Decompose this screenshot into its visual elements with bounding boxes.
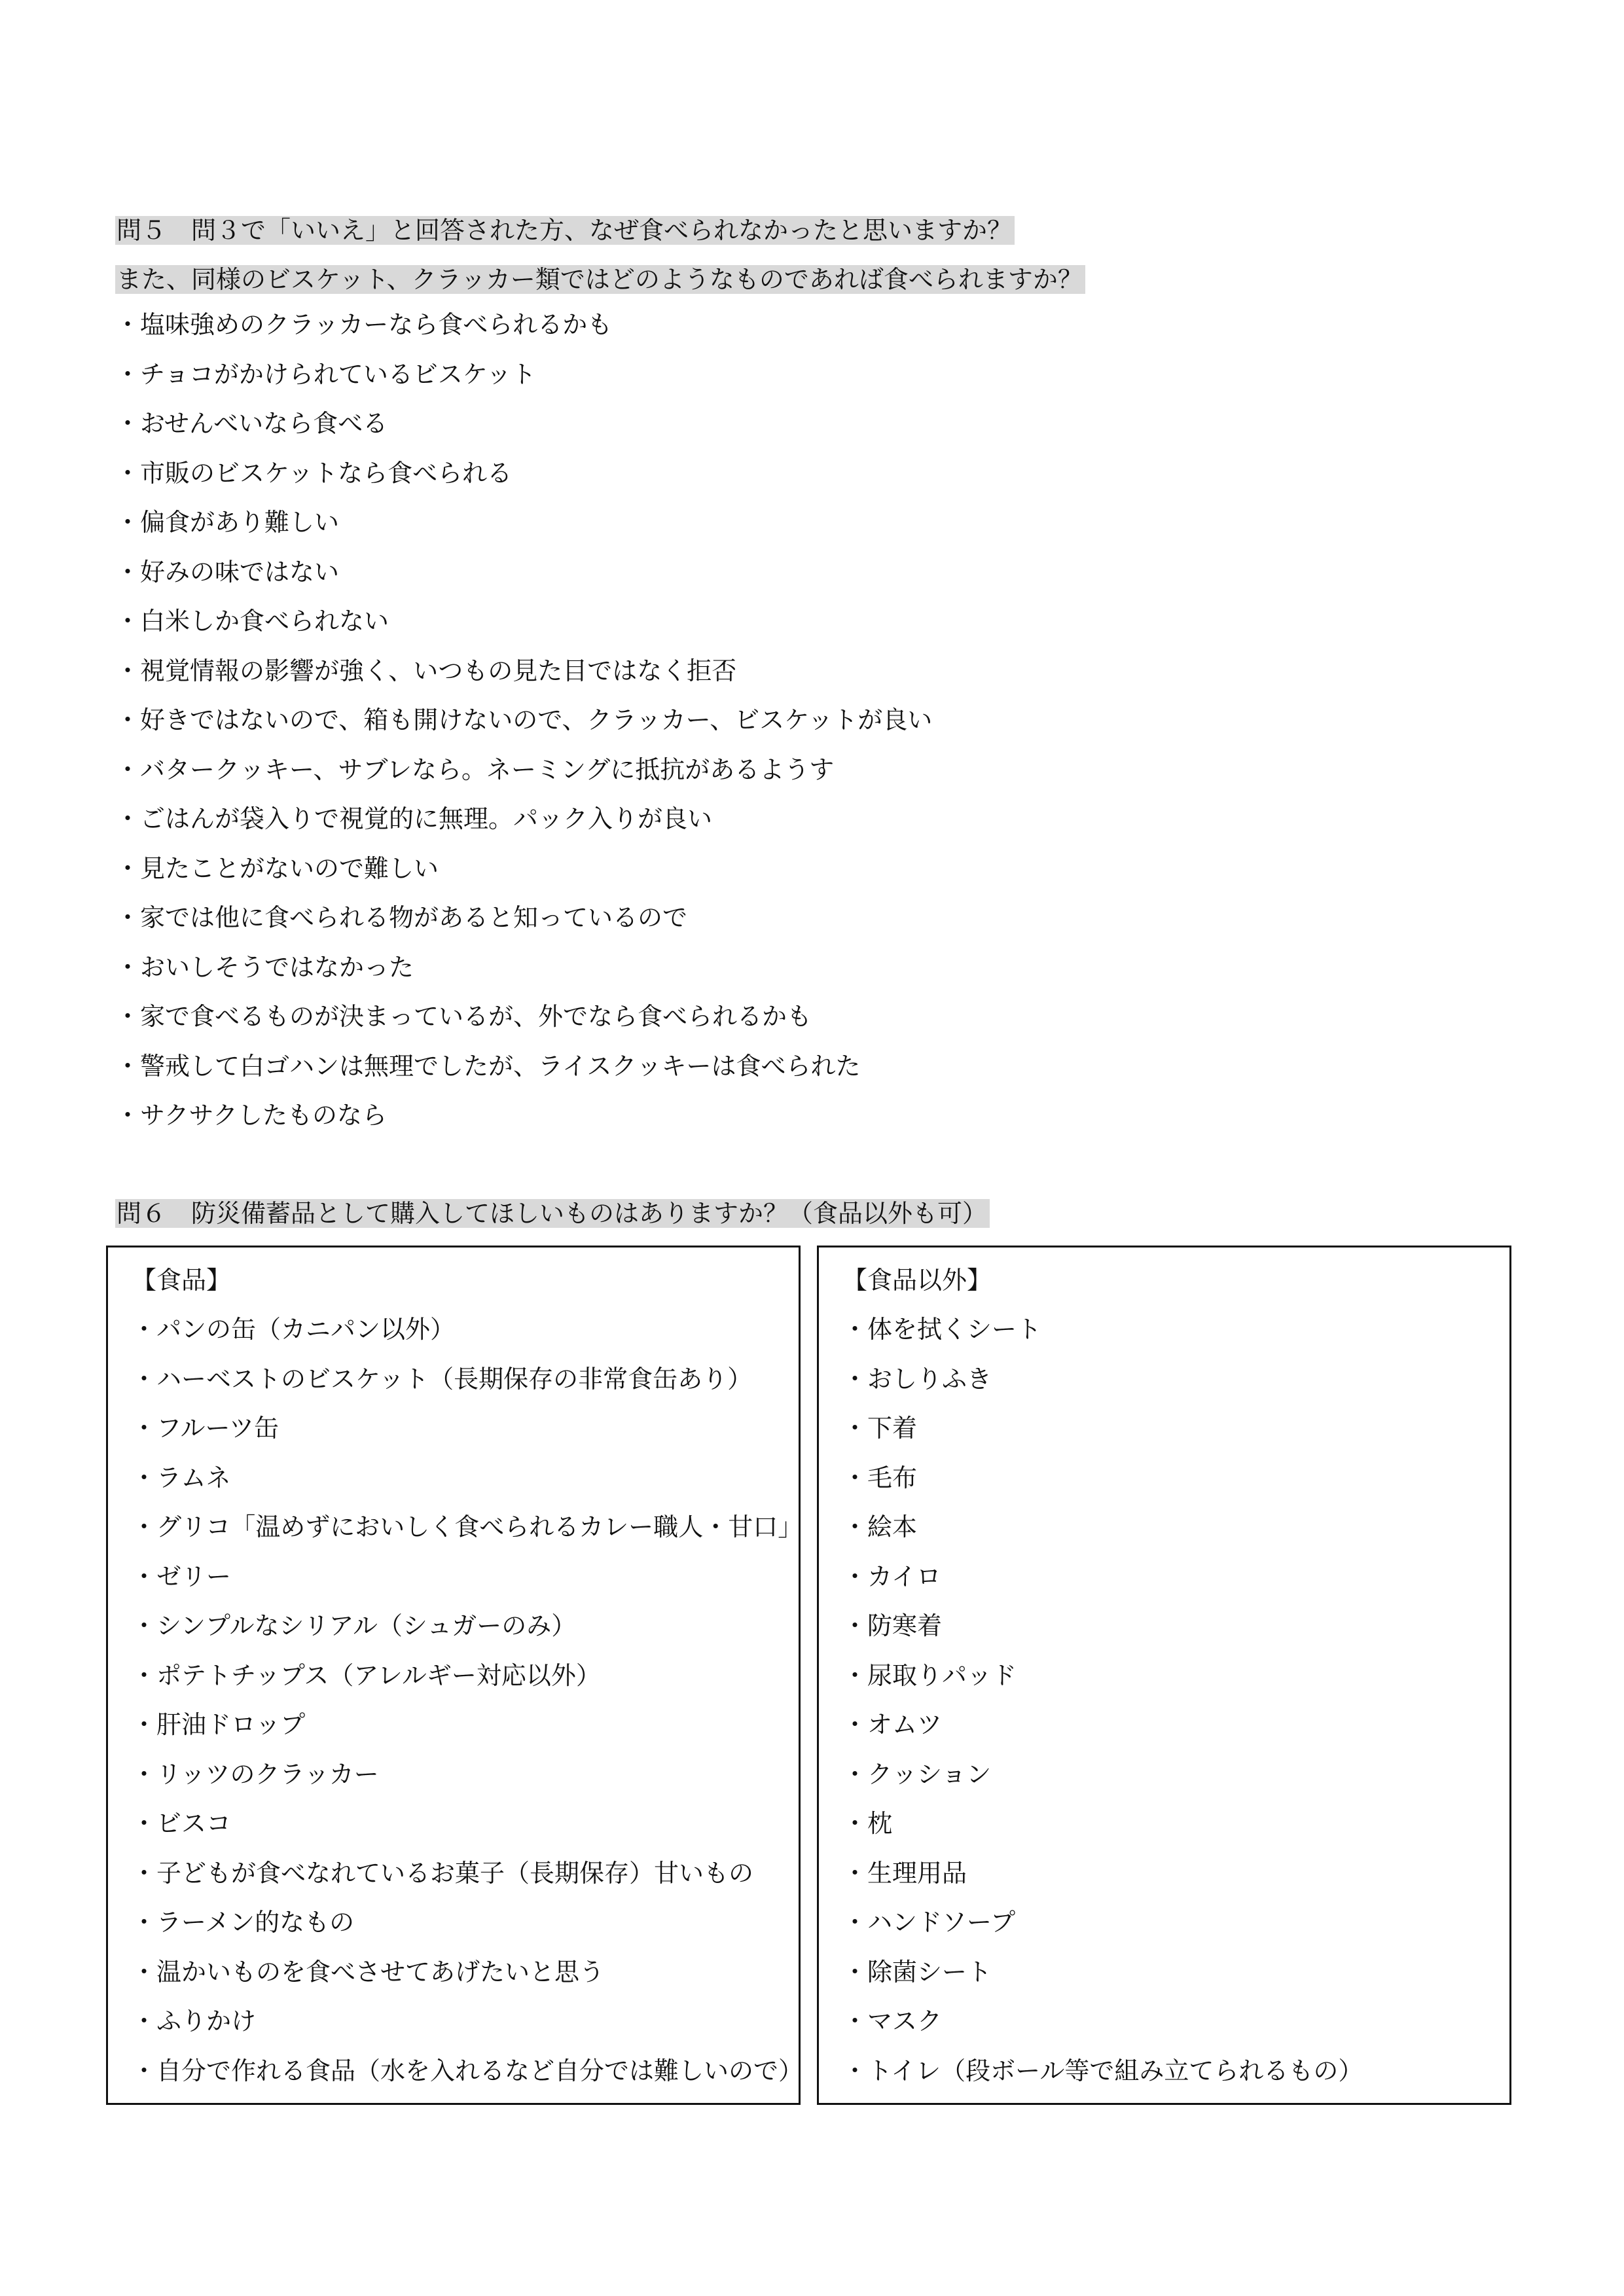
non-food-item: ・尿取りパッド [842, 1660, 1017, 1690]
q5-answer: ・見たことがないので難しい [115, 853, 439, 883]
non-food-box-title: 【食品以外】 [842, 1266, 992, 1295]
non-food-item: ・下着 [842, 1414, 918, 1443]
non-food-item: ・毛布 [842, 1463, 918, 1492]
food-item: ・ゼリー [132, 1562, 232, 1591]
q5-heading-line2-text: また、同様のビスケット、クラッカー類ではどのようなものであれば食べられますか？ [115, 265, 1085, 294]
q5-answer: ・偏食があり難しい [115, 508, 340, 537]
food-item: ・温かいものを食べさせてあげたいと思う [132, 1957, 605, 1986]
non-food-item: ・マスク [842, 2007, 943, 2036]
food-item: ・ラーメン的なもの [132, 1908, 355, 1937]
non-food-item: ・除菌シート [842, 1957, 992, 1986]
food-item: ・ふりかけ [132, 2007, 257, 2036]
non-food-item: ・ハンドソープ [842, 1908, 1016, 1937]
non-food-item: ・体を拭くシート [842, 1315, 1042, 1344]
food-item: ・シンプルなシリアル（シュガーのみ） [132, 1611, 577, 1640]
q5-answer: ・バタークッキー、サブレなら。ネーミングに抵抗があるようす [115, 755, 835, 784]
food-item: ・ハーベストのビスケット（長期保存の非常食缶あり） [132, 1364, 753, 1393]
q5-answer: ・おせんべいなら食べる [115, 409, 388, 438]
q5-answer: ・おいしそうではなかった [115, 952, 414, 982]
q5-heading-line1 [115, 213, 1015, 247]
food-item: ・パンの缶（カニパン以外） [132, 1315, 456, 1344]
q5-answer: ・家で食べるものが決まっているが、外でなら食べられるかも [115, 1002, 812, 1031]
q5-answer: ・家では他に食べられる物があると知っているので [115, 903, 688, 932]
non-food-box [817, 1246, 1511, 2105]
non-food-item: ・生理用品 [842, 1858, 967, 1888]
q5-answer-list [115, 308, 932, 1148]
q5-answer: ・チョコがかけられているビスケット [115, 359, 536, 389]
non-food-item: ・クッション [842, 1759, 992, 1789]
q5-answer: ・サクサクしたものなら [115, 1101, 387, 1130]
non-food-item: ・枕 [842, 1809, 893, 1838]
food-item: ・肝油ドロップ [132, 1710, 306, 1739]
non-food-item: ・おしりふき [842, 1364, 992, 1393]
q5-answer: ・白米しか食べられない [115, 607, 389, 636]
food-item: ・フルーツ缶 [132, 1414, 279, 1443]
q5-answer: ・視覚情報の影響が強く、いつもの見た目ではなく拒否 [115, 656, 737, 685]
q5-answer: ・市販のビスケットなら食べられる [115, 458, 513, 488]
q5-answer: ・好きではないので、箱も開けないので、クラッカー、ビスケットが良い [115, 706, 933, 734]
q5-heading-line2 [115, 262, 1085, 296]
food-item: ・子どもが食べなれているお菓子（長期保存）甘いもの [132, 1858, 754, 1888]
non-food-item: ・オムツ [842, 1710, 943, 1739]
food-item: ・ビスコ [132, 1809, 232, 1838]
food-item: ・自分で作れる食品（水を入れるなど自分では難しいので） [132, 2056, 804, 2085]
food-item: ・グリコ「温めずにおいしく食べられるカレー職人・甘口」 [132, 1513, 803, 1541]
food-box-title: 【食品】 [132, 1266, 232, 1295]
non-food-item: ・カイロ [842, 1562, 941, 1591]
non-food-item-list [842, 1312, 1363, 2103]
q6-heading-text: 問６ 防災備蓄品として購入してほしいものはありますか？（食品以外も可） [115, 1199, 990, 1228]
food-item: ・ラムネ [132, 1463, 231, 1492]
q5-answer: ・ごはんが袋入りで視覚的に無理。パック入りが良い [115, 804, 713, 833]
q5-answer: ・警戒して白ゴハンは無理でしたが、ライスクッキーは食べられた [115, 1051, 861, 1081]
non-food-item: ・トイレ（段ボール等で組み立てられるもの） [842, 2056, 1363, 2085]
food-item-list [132, 1312, 803, 2103]
food-item: ・リッツのクラッカー [132, 1759, 379, 1789]
q6-heading [115, 1196, 990, 1230]
non-food-item: ・絵本 [842, 1513, 918, 1541]
food-box [106, 1246, 804, 2105]
non-food-item: ・防寒着 [842, 1611, 943, 1640]
q5-answer: ・好みの味ではない [115, 557, 340, 586]
food-item: ・ポテトチップス（アレルギー対応以外） [132, 1660, 601, 1690]
q5-answer: ・塩味強めのクラッカーなら食べられるかも [115, 310, 613, 339]
q5-heading-line1-text: 問５ 問３で「いいえ」と回答された方、なぜ食べられなかったと思いますか？ [115, 216, 1015, 245]
